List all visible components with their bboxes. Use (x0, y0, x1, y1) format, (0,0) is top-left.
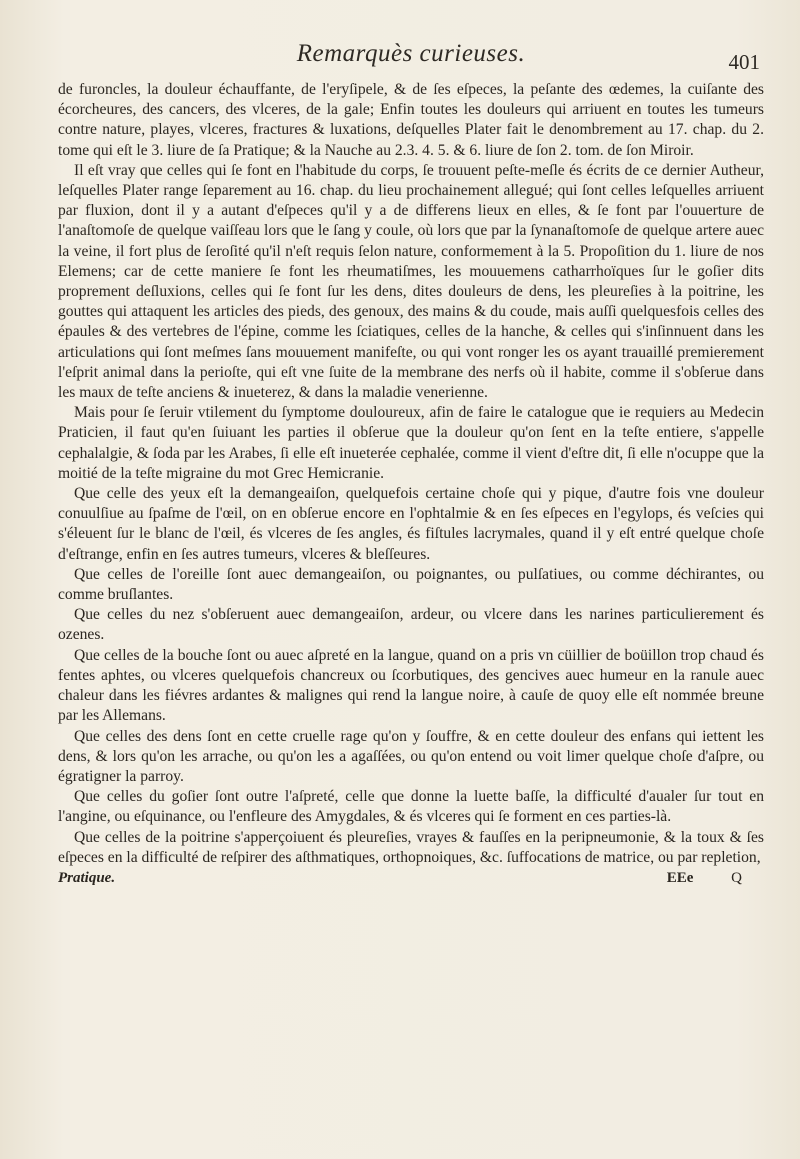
page-number: 401 (728, 50, 760, 74)
paragraph: Mais pour ſe ſeruir vtilement du ſymptome douloureux, afin de faire le catalogue que ie requiers au Medecin Praticien, il faut qu'en ſuiuant les parties il obſerue que la douleur qu'on ſent en la teſte entiere, s'appelle cephalalgie, & ſoda par les Arabes, ſi elle eſt inueterée cephalée, comme il vient d'eſtre dit, ſi elle n'ocuppe que la moitié de la teſte migraine du mot Grec Hemicranie. (58, 404, 764, 482)
paragraph: Que celles de la poitrine s'apperçoiuent és pleureſies, vrayes & fauſſes en la peripneumonie, & la toux & ſes eſpeces en la difficulté de reſpirer des aſthmatiques, orthopnoiques, &c. ſuffocations de matrice, ou par repletion, (58, 828, 764, 866)
body-text (58, 80, 764, 868)
paragraph: Il eſt vray que celles qui ſe font en l'habitude du corps, ſe trouuent peſte-meſle és écrits de ce dernier Autheur, leſquelles Plater range ſeparement au 16. chap. du lieu prochainement allegué; qui ſont celles leſquelles arriuent par fluxion, dont il y a autant d'eſpeces qu'il y a de differens lieux en elles, & ſe font par l'ouuerture de l'anaſtomoſe de quelque vaiſſeau lors que le ſang y coule, où lors que par la ſynanaſtomoſe de quelque artere auec la veine, il fort plus de ſeroſité qu'il n'eſt requis ſelon nature, conformement à la 5. Propoſition du 1. liure de nos Elemens; car de cette maniere ſe font les rheumatiſmes, les mouuemens catharrhoïques ſur le goſier dits proprement deſluxions, celles qui ſe font ſur les dens, dites douleurs de dens, les pleureſies à la poitrine, les gouttes qui attaquent les articles des pieds, des genoux, des mains & du coude, mais auſſi quelquesfois celles des épaules & des vertebres de l'épine, comme les ſciatiques, celles de la hanche, & celles qui s'inſinnuent dans les articulations qui ſont meſmes ſans mouuement manifeſte, ou qui vont ronger les os ayant trauaillé premierement l'eſprit animal dans la perioſte, qui eſt vne ſuite de la membrane des nerfs où il habite, comme il s'obſerue dans les maux de teſte anciens & inueterez, & dans la maladie venerienne. (58, 161, 764, 402)
paragraph: Que celles du nez s'obſeruent auec demangeaiſon, ardeur, ou vlcere dans les narines particulierement és ozenes. (58, 606, 764, 644)
page-header (58, 40, 764, 78)
signature-mark: EEe (666, 869, 694, 886)
paragraph: Que celle des yeux eſt la demangeaiſon, quelquefois certaine choſe qui y pique, d'autre fois vne douleur conuulſiue au ſpaſme de l'œil, on en obſerue encore en l'ophtalmie & en ſes eſpeces en l'egylops, és veſcies qui s'éleuent ſur le blanc de l'œil, és vlceres de ſes angles, és fiſtules lacrymales, quand il y eſt entré quelque choſe d'eſtrange, enfin en ſes autres tumeurs, vlceres & bleſſeures. (58, 485, 764, 563)
running-head: Remarquès curieuses. (296, 40, 526, 67)
footer-right (667, 870, 742, 887)
paragraph: Que celles des dens ſont en cette cruelle rage qu'on y ſouffre, & en cette douleur des enfans qui iettent les dens, & lors qu'on les arrache, ou qu'on les a agaſſées, ou qu'on entend ou voit limer quelque choſe d'aſpre, ou égratigner la parroy. (58, 727, 764, 785)
paragraph: Que celles du goſier ſont outre l'aſpreté, celle que donne la luette baſſe, la difficulté d'aualer ſur tout en l'angine, ou eſquinance, ou l'enfleure des Amygdales, & és vlceres qui ſe forment en ces parties-là. (58, 788, 764, 826)
catchword-right: Q (731, 869, 742, 886)
paragraph: Que celles de la bouche ſont ou auec aſpreté en la langue, quand on a pris vn cüillier de boüillon trop chaud és fentes aphtes, ou vlceres quelquefois chancreux ou ſcorbutiques, des gencives auec humeur en la ranule auec chaleur dans les fiévres ardantes & malignes qui rend la langue noire, à cauſe de quoy elle eſt nommée breune par les Allemans. (58, 646, 764, 725)
catchword-left: Pratique. (58, 869, 116, 886)
paragraph: Que celles de l'oreille ſont auec demangeaiſon, ou poignantes, ou pulſatiues, ou comme déchirantes, ou comme bruſlantes. (58, 565, 764, 604)
page-footer (58, 870, 764, 887)
paragraph: de furoncles, la douleur échauffante, de l'eryſipele, & de ſes eſpeces, la peſante des œdemes, la cuiſante des écorcheures, des cancers, des vlceres, de la gale; Enfin toutes les douleurs qui arriuent en toutes les tumeurs contre nature, playes, vlceres, fractures & luxations, deſquelles Plater fait le denombrement au 17. chap. du 2. tome qui eſt le 3. liure de ſa Pratique; & la Nauche au 2.3. 4. 5. & 6. liure de ſon 2. tom. de ſon Miroir. (58, 81, 764, 159)
